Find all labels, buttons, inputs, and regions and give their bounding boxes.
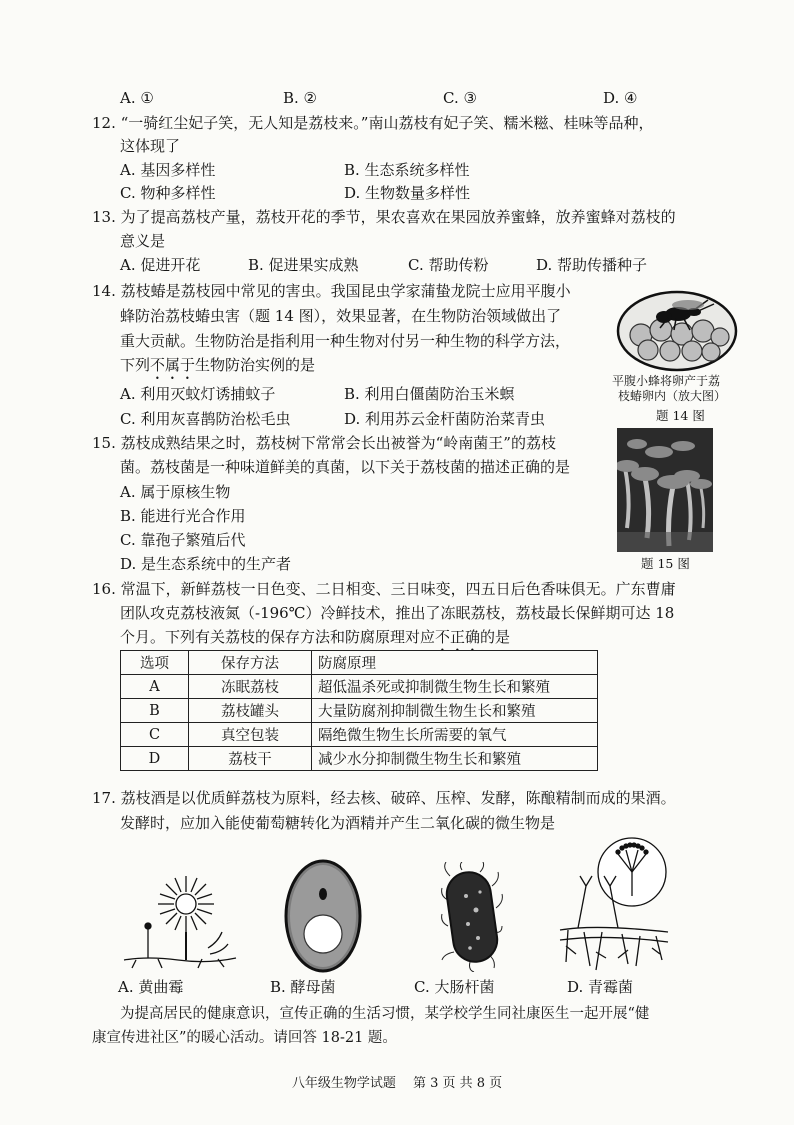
q15-option-b: B. 能进行光合作用 bbox=[120, 507, 246, 525]
fig15-mushroom-photo bbox=[617, 428, 713, 552]
q16-stem-text-c: 的是 bbox=[480, 628, 511, 646]
q12-stem-line2: 这体现了 bbox=[120, 137, 181, 155]
q11-option-a: A. ① bbox=[120, 89, 154, 107]
table-cell: 荔枝干 bbox=[189, 747, 312, 771]
q15-option-a: A. 属于原核生物 bbox=[120, 483, 231, 501]
q16-stem-text-a: 个月。下列有关荔枝的保存方法和防腐原理对应 bbox=[120, 628, 436, 646]
q16-stem-line2: 团队攻克荔枝液氮（-196℃）冷鲜技术，推出了冻眠荔枝，荔枝最长保鲜期可达 18 bbox=[120, 604, 675, 622]
page-footer: 八年级生物学试题 第 3 页 共 8 页 bbox=[291, 1076, 503, 1091]
q14-stem-line2: 蜂防治荔枝蝽虫害（题 14 图），效果显著，在生物防治领域做出了 bbox=[120, 307, 562, 325]
q13-option-d: D. 帮助传播种子 bbox=[536, 256, 648, 274]
q15-stem-line2: 菌。荔枝菌是一种味道鲜美的真菌，以下关于荔枝菌的描述正确的是 bbox=[120, 458, 571, 476]
section-intro-line2: 康宣传进社区”的暖心活动。请回答 18-21 题。 bbox=[92, 1030, 397, 1046]
q12-option-a: A. 基因多样性 bbox=[120, 161, 216, 179]
table-header-row bbox=[121, 651, 598, 675]
preservation-table bbox=[120, 650, 598, 771]
q14-emphasis: 不属于 bbox=[150, 356, 196, 374]
q17-option-b: B. 酵母菌 bbox=[270, 978, 336, 996]
aspergillus-flavus-drawing bbox=[118, 872, 248, 972]
q17-option-c: C. 大肠杆菌 bbox=[414, 978, 495, 996]
q12-option-b: B. 生态系统多样性 bbox=[344, 161, 470, 179]
table-row bbox=[121, 723, 598, 747]
q12-option-c: C. 物种多样性 bbox=[120, 184, 216, 202]
q13-stem-line1: 13. 为了提高荔枝产量，荔枝开花的季节，果农喜欢在果园放养蜜蜂，放养蜜蜂对荔枝的 bbox=[92, 208, 676, 226]
q13-stem-line2: 意义是 bbox=[120, 232, 166, 250]
q14-option-a: A. 利用灭蚊灯诱捕蚊子 bbox=[120, 385, 276, 403]
q15-stem-line1: 15. 荔枝成熟结果之时，荔枝树下常常会长出被誉为“岭南菌王”的荔枝 bbox=[92, 434, 556, 452]
section-intro-line1: 为提高居民的健康意识，宣传正确的生活习惯，某学校学生同社康医生一起开展“健 bbox=[120, 1006, 650, 1022]
table-cell: A bbox=[121, 675, 189, 699]
q14-stem-text-a: 下列 bbox=[120, 356, 151, 374]
table-header-cell: 防腐原理 bbox=[312, 651, 598, 675]
table-cell: 荔枝罐头 bbox=[189, 699, 312, 723]
table-cell: D bbox=[121, 747, 189, 771]
q14-option-d: D. 利用苏云金杆菌防治菜青虫 bbox=[344, 410, 546, 428]
q11-option-b: B. ② bbox=[283, 89, 318, 107]
q13-option-c: C. 帮助传粉 bbox=[408, 256, 489, 274]
q17-stem-line1: 17. 荔枝酒是以优质鲜荔枝为原料，经去核、破碎、压榨、发酵，陈酿精制而成的果酒。 bbox=[92, 789, 676, 807]
table-header-cell: 选项 bbox=[121, 651, 189, 675]
penicillium-drawing bbox=[556, 836, 674, 976]
q17-option-d: D. 青霉菌 bbox=[567, 978, 634, 996]
q14-stem-line4 bbox=[120, 355, 315, 383]
q17-stem-line2: 发酵时，应加入能使葡萄糖转化为酒精并产生二氧化碳的微生物是 bbox=[120, 814, 556, 832]
q16-stem-line1: 16. 常温下，新鲜荔枝一日色变、二日相变、三日味变，四五日后色香味俱无。广东曹庸 bbox=[92, 580, 676, 598]
table-cell: 减少水分抑制微生物生长和繁殖 bbox=[312, 747, 598, 771]
fig14-caption-line2: 枝蝽卵内（放大图） bbox=[618, 389, 727, 403]
table-row bbox=[121, 699, 598, 723]
table-header-cell: 保存方法 bbox=[189, 651, 312, 675]
table-cell: 真空包装 bbox=[189, 723, 312, 747]
q14-stem-line3: 重大贡献。生物防治是指利用一种生物对付另一种生物的科学方法， bbox=[120, 332, 571, 350]
yeast-cell-drawing bbox=[283, 858, 363, 974]
q15-option-d: D. 是生态系统中的生产者 bbox=[120, 555, 292, 573]
table-row bbox=[121, 747, 598, 771]
table-cell: B bbox=[121, 699, 189, 723]
q11-option-c: C. ③ bbox=[443, 89, 477, 107]
table-cell: 隔绝微生物生长所需要的氧气 bbox=[312, 723, 598, 747]
q15-option-c: C. 靠孢子繁殖后代 bbox=[120, 531, 246, 549]
q12-option-d: D. 生物数量多样性 bbox=[344, 184, 471, 202]
q13-option-a: A. 促进开花 bbox=[120, 256, 201, 274]
table-row bbox=[121, 675, 598, 699]
q14-stem-line1: 14. 荔枝蝽是荔枝园中常见的害虫。我国昆虫学家蒲蛰龙院士应用平腹小 bbox=[92, 282, 571, 300]
table-cell: 冻眠荔枝 bbox=[189, 675, 312, 699]
q13-option-b: B. 促进果实成熟 bbox=[248, 256, 359, 274]
q14-stem-text-c: 生物防治实例的是 bbox=[195, 356, 316, 374]
fig15-label: 题 15 图 bbox=[641, 556, 690, 571]
q16-emphasis: 不正确 bbox=[435, 628, 481, 646]
q12-stem-line1: 12. “一骑红尘妃子笑，无人知是荔枝来。”南山荔枝有妃子笑、糯米糍、桂味等品种， bbox=[92, 114, 654, 132]
q14-option-c: C. 利用灰喜鹊防治松毛虫 bbox=[120, 410, 291, 428]
q11-option-d: D. ④ bbox=[603, 89, 638, 107]
table-cell: 大量防腐剂抑制微生物生长和繁殖 bbox=[312, 699, 598, 723]
e-coli-drawing bbox=[440, 862, 504, 972]
q17-option-a: A. 黄曲霉 bbox=[118, 978, 184, 996]
q14-option-b: B. 利用白僵菌防治玉米螟 bbox=[344, 385, 515, 403]
fig14-caption-line1: 平腹小蜂将卵产于荔 bbox=[612, 374, 721, 388]
table-cell: 超低温杀死或抑制微生物生长和繁殖 bbox=[312, 675, 598, 699]
fig14-wasp-eggs-image bbox=[616, 290, 738, 372]
fig14-label: 题 14 图 bbox=[656, 408, 705, 423]
table-cell: C bbox=[121, 723, 189, 747]
